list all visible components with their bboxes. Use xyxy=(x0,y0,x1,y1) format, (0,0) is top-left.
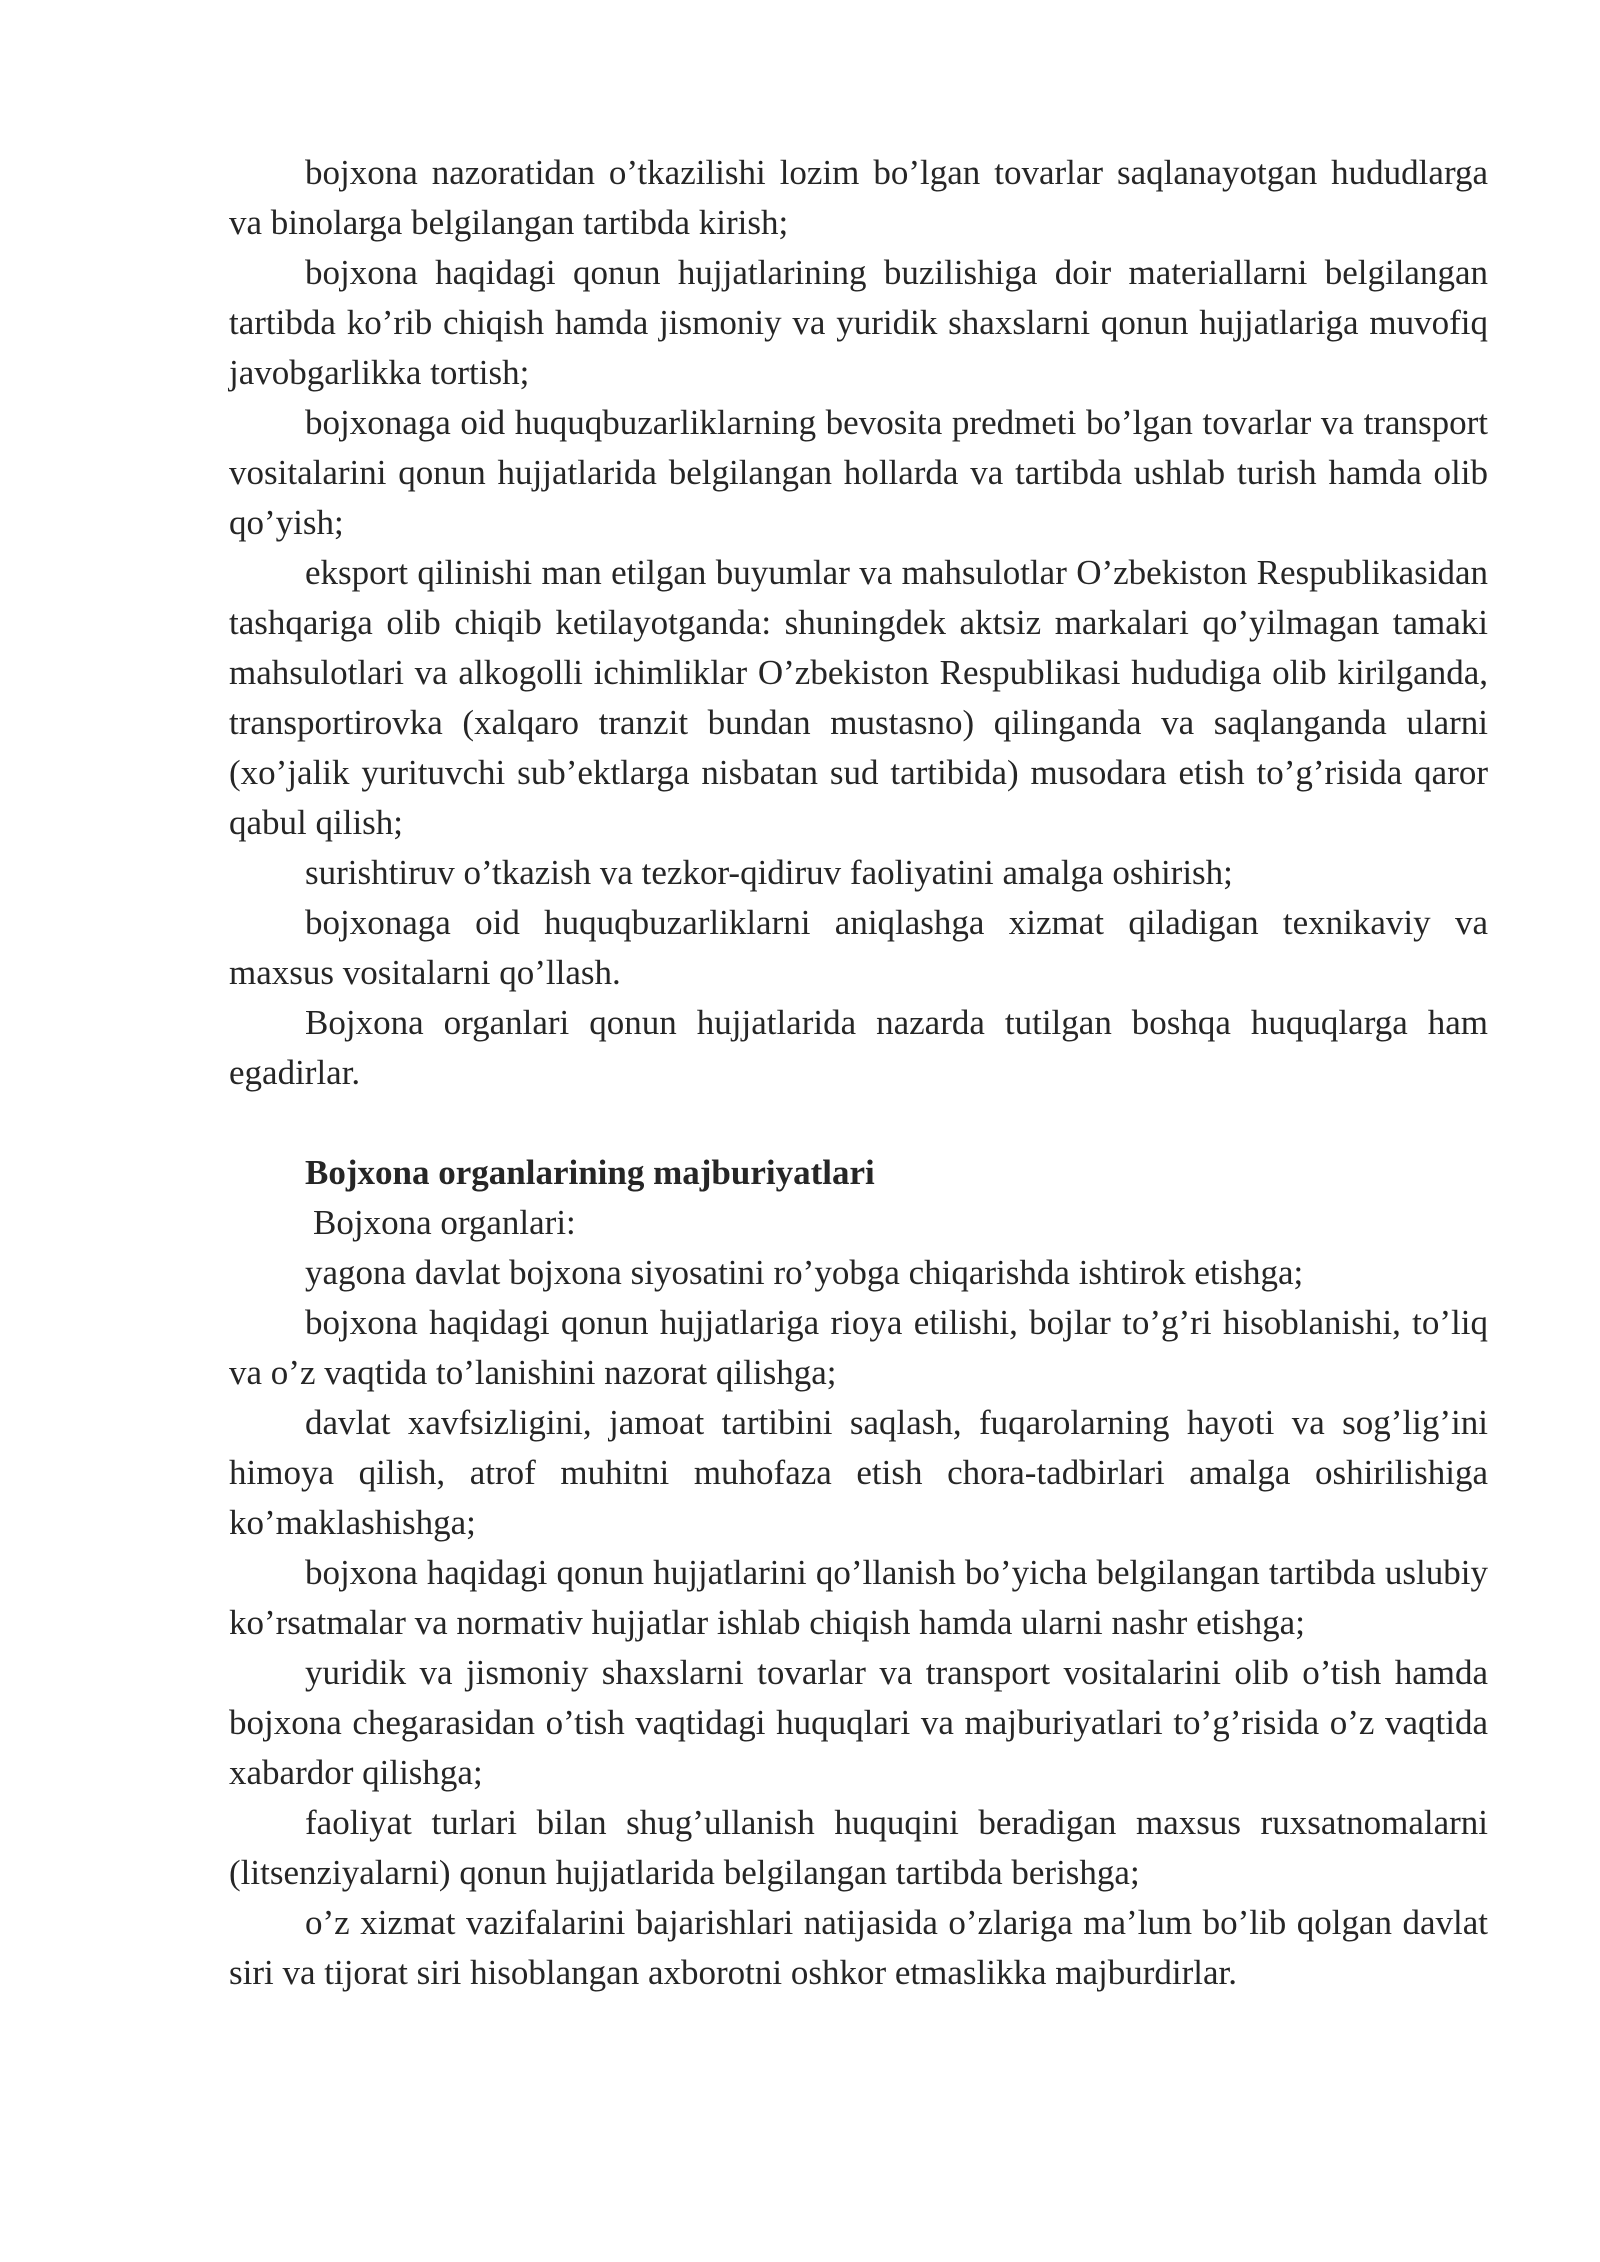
paragraph-right-5: surishtiruv o’tkazish va tezkor-qidiruv faoliyatini amalga oshirish; xyxy=(305,853,1233,892)
paragraph-duty-4: bojxona haqidagi qonun hujjatlarini qo’llanish bo’yicha belgilangan tartibda uslubiy ko’rsatmalar va normativ hujjatlar ishlab chiqish hamda ularni nashr etishga; xyxy=(229,1553,1488,1642)
paragraph-duty-7: o’z xizmat vazifalarini bajarishlari natijasida o’zlariga ma’lum bo’lib qolgan davlat siri va tijorat siri hisoblangan axborotni oshkor etmaslikka majburdirlar. xyxy=(229,1903,1488,1992)
paragraph-rights-closing: Bojxona organlari qonun hujjatlarida nazarda tutilgan boshqa huquqlarga ham egadirlar. xyxy=(229,1003,1488,1092)
paragraph-right-1: bojxona nazoratidan o’tkazilishi lozim bo’lgan tovarlar saqlanayotgan hududlarga va binolarga belgilangan tartibda kirish; xyxy=(229,153,1488,242)
section-heading: Bojxona organlarining majburiyatlari xyxy=(305,1153,875,1192)
paragraph-right-6: bojxonaga oid huquqbuzarliklarni aniqlashga xizmat qiladigan texnikaviy va maxsus vositalarni qo’llash. xyxy=(229,903,1488,992)
paragraph-duty-2: bojxona haqidagi qonun hujjatlariga rioya etilishi, bojlar to’g’ri hisoblanishi, to’liq va o’z vaqtida to’lanishini nazorat qilishga; xyxy=(229,1303,1488,1392)
paragraph-right-3: bojxonaga oid huquqbuzarliklarning bevosita predmeti bo’lgan tovarlar va transport vositalarini qonun hujjatlarida belgilangan hollarda va tartibda ushlab turish hamda olib qo’yish; xyxy=(229,403,1488,542)
section-intro: Bojxona organlari: xyxy=(313,1203,576,1242)
paragraph-right-4: eksport qilinishi man etilgan buyumlar va mahsulotlar O’zbekiston Respublikasidan tashqariga olib chiqib ketilayotganda: shuningdek aktsiz markalari qo’yilmagan tamaki mahsulotlari va alkogolli ichimliklar O’zbekiston Respublikasi hududiga olib kirilganda, transportirovka (xalqaro tranzit bundan mustasno) qilinganda va saqlanganda ularni (xo’jalik yurituvchi sub’ektlarga nisbatan sud tartibida) musodara etish to’g’risida qaror qabul qilish; xyxy=(229,553,1488,842)
paragraph-duty-3: davlat xavfsizligini, jamoat tartibini saqlash, fuqarolarning hayoti va sog’lig’ini himoya qilish, atrof muhitni muhofaza etish chora-tadbirlari amalga oshirilishiga ko’maklashishga; xyxy=(229,1403,1488,1542)
paragraph-duty-6: faoliyat turlari bilan shug’ullanish huquqini beradigan maxsus ruxsatnomalarni (litsenziyalarni) qonun hujjatlarida belgilangan tartibda berishga; xyxy=(229,1803,1488,1892)
paragraph-duty-5: yuridik va jismoniy shaxslarni tovarlar va transport vositalarini olib o’tish hamda bojxona chegarasidan o’tish vaqtidagi huquqlari va majburiyatlari to’g’risida o’z vaqtida xabardor qilishga; xyxy=(229,1653,1488,1792)
paragraph-right-2: bojxona haqidagi qonun hujjatlarining buzilishiga doir materiallarni belgilangan tartibda ko’rib chiqish hamda jismoniy va yuridik shaxslarni qonun hujjatlariga muvofiq javobgarlikka tortish; xyxy=(229,253,1488,392)
document-page xyxy=(229,148,1488,1998)
paragraph-duty-1: yagona davlat bojxona siyosatini ro’yobga chiqarishda ishtirok etishga; xyxy=(305,1253,1304,1292)
